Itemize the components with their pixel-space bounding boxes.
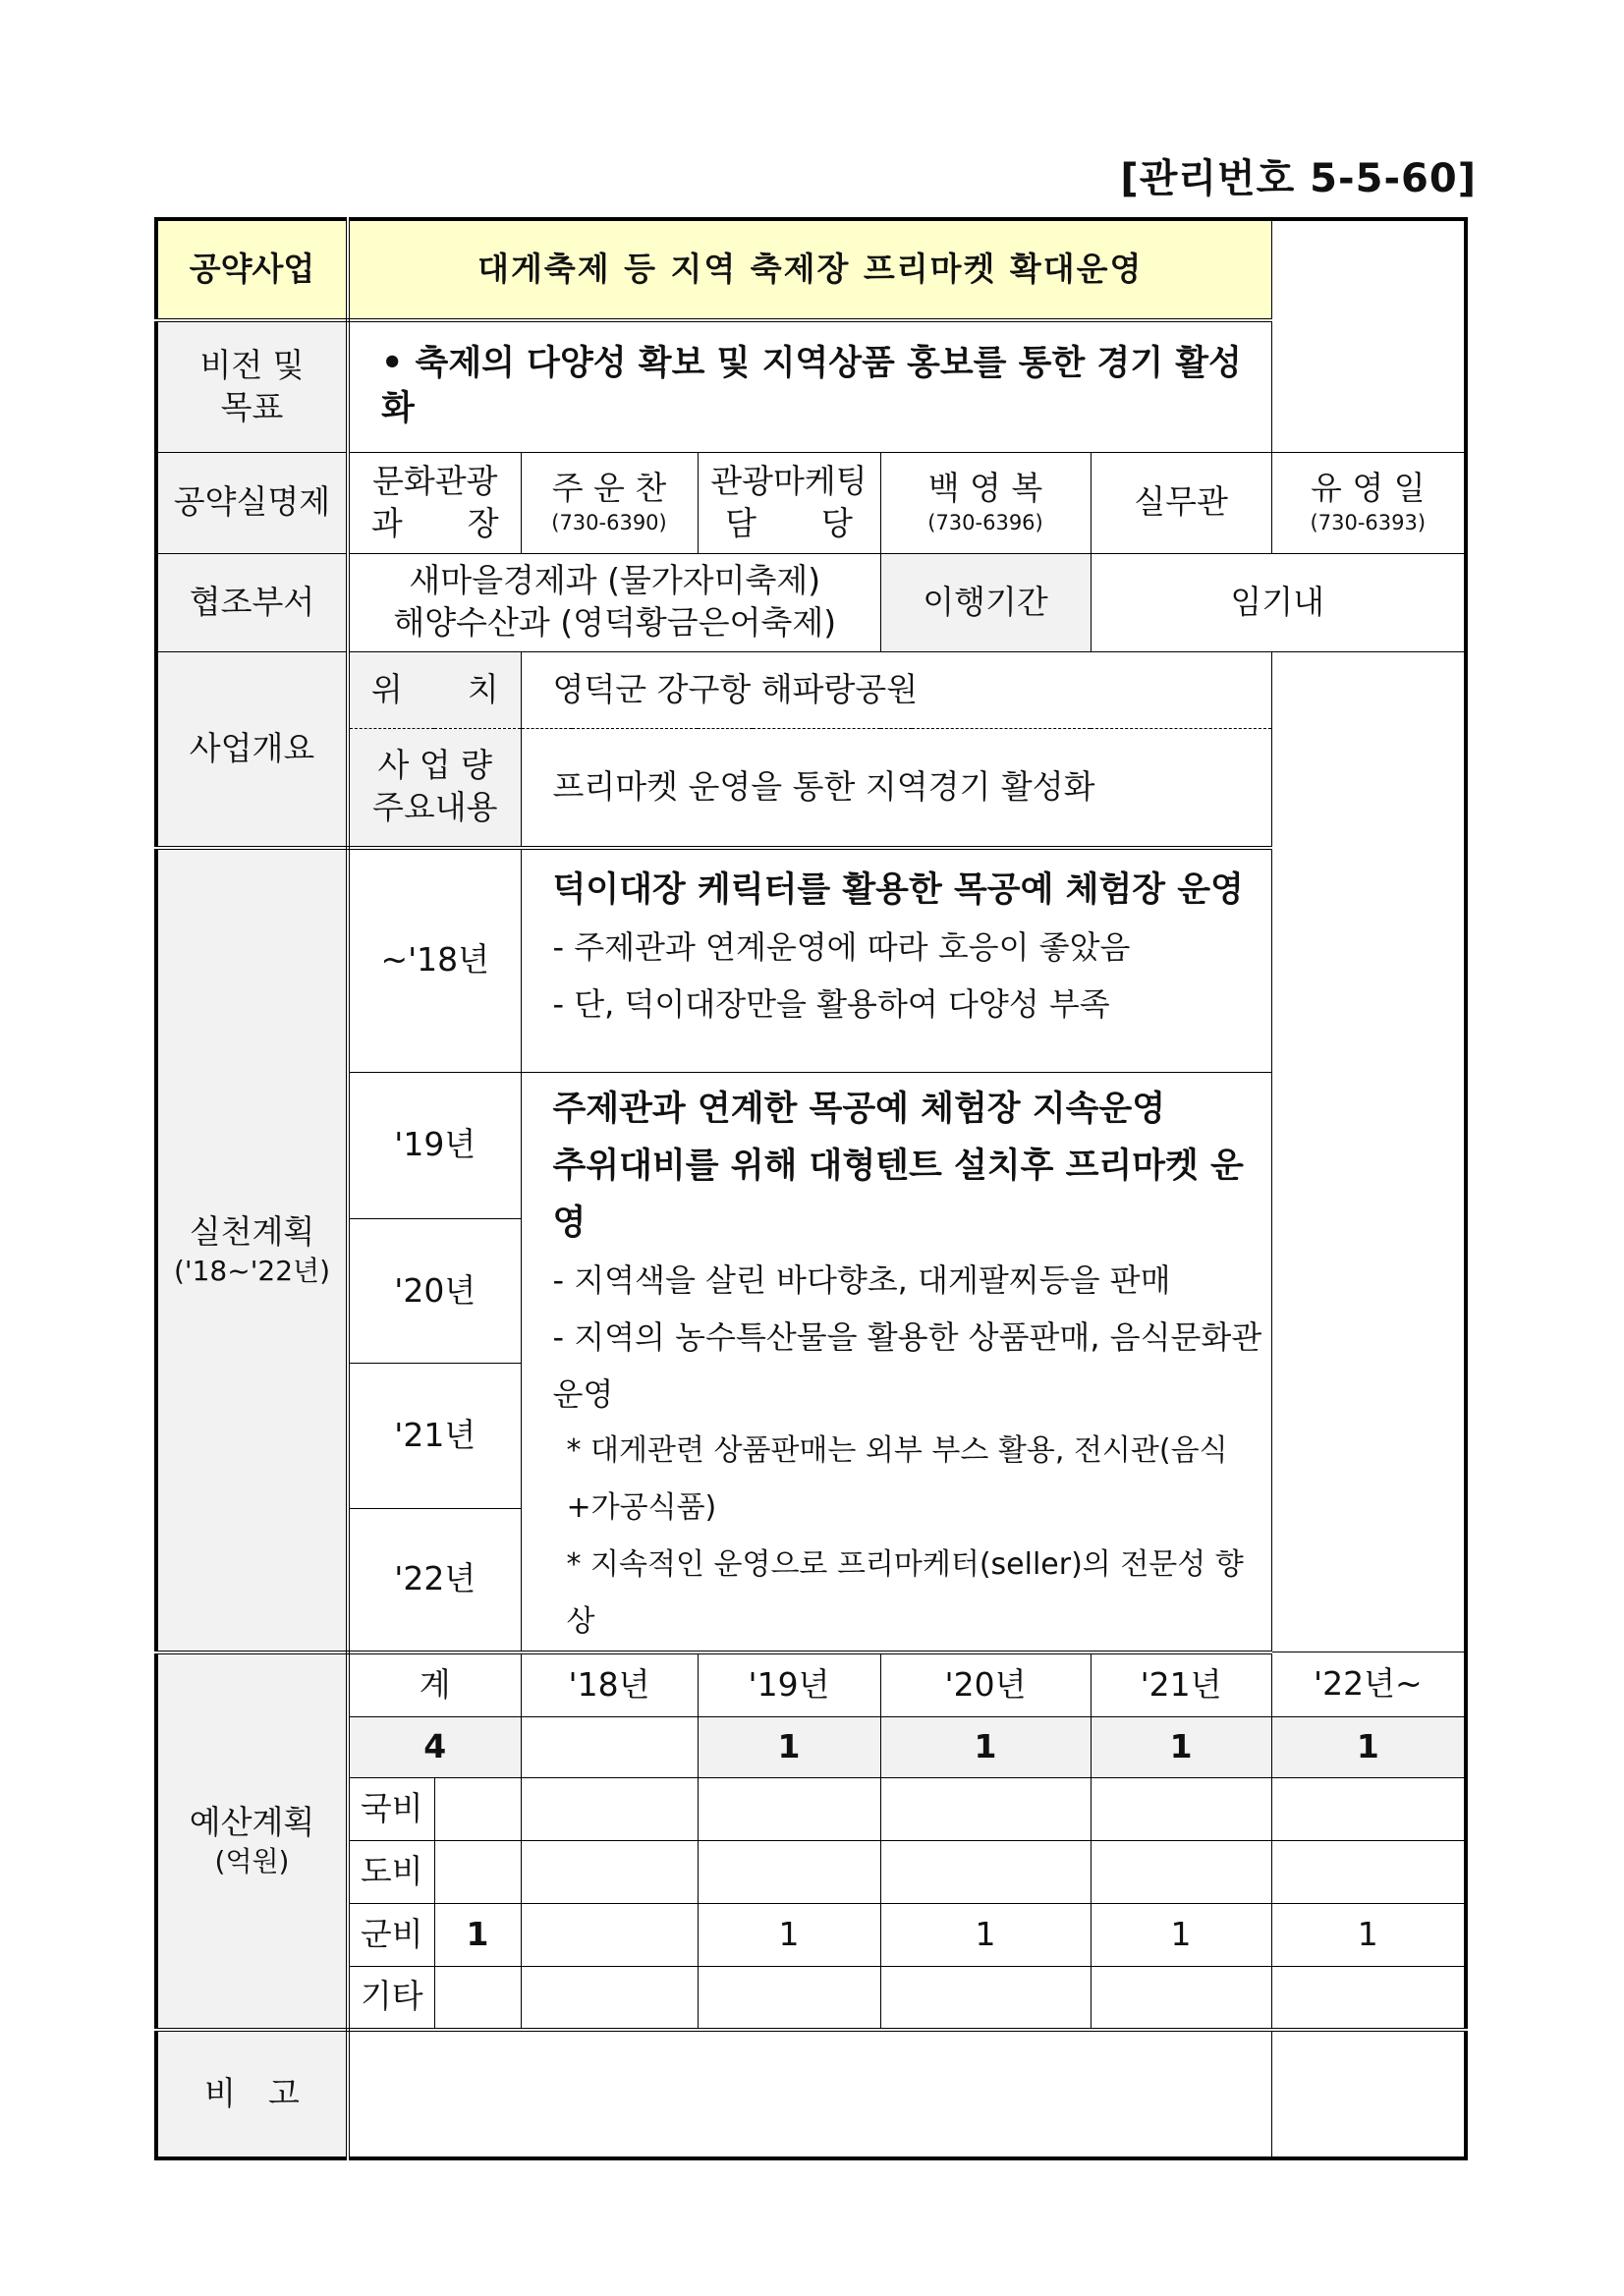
- budget-total-22: 1: [1271, 1717, 1466, 1778]
- budget-cell: 1: [434, 1904, 521, 1967]
- vision-text: • 축제의 다양성 확보 및 지역상품 홍보를 통한 경기 활성화: [348, 320, 1271, 452]
- budget-cell: [521, 1841, 698, 1904]
- budget-cell: [434, 1778, 521, 1841]
- year-18-item-1: - 주제관과 연계운영에 따라 호응이 좋았음: [552, 928, 1131, 966]
- responsible-label: 공약실명제: [156, 452, 348, 553]
- budget-row-name: 기타: [348, 1967, 434, 2030]
- budget-cell: [1091, 1778, 1271, 1841]
- budget-cell: 1: [698, 1904, 880, 1967]
- budget-total-21: 1: [1091, 1717, 1271, 1778]
- budget-cell: [698, 1841, 880, 1904]
- future-note-2: * 지속적인 운영으로 프리마케터(seller)의 전문성 향상: [566, 1546, 1244, 1639]
- future-item-1: - 지역색을 살린 바다향초, 대게팔찌등을 판매: [552, 1260, 1171, 1299]
- budget-header-19: '19년: [698, 1652, 880, 1717]
- future-note-1: * 대게관련 상품판매는 외부 부스 활용, 전시관(음식+가공식품): [566, 1432, 1228, 1525]
- remarks-label: 비 고: [156, 2030, 348, 2159]
- budget-cell: [698, 1967, 880, 2030]
- management-number: [관리번호 5-5-60]: [1120, 156, 1477, 201]
- budget-cell: [1271, 1778, 1466, 1841]
- budget-row-name: 도비: [348, 1841, 434, 1904]
- practice-label: 실천계획 ('18~'22년): [156, 848, 348, 1652]
- budget-cell: [521, 1904, 698, 1967]
- year-21-label: '21년: [348, 1364, 521, 1509]
- location-value: 영덕군 강구항 해파랑공원: [521, 651, 1271, 728]
- future-heading-1: 주제관과 연계한 목공예 체험장 지속운영: [552, 1089, 1166, 1129]
- manager-name: 백 영 복 (730-6396): [880, 452, 1091, 553]
- remarks-value: [348, 2030, 1271, 2159]
- head-name: 주 운 찬 (730-6390): [521, 452, 698, 553]
- content-value: 프리마켓 운영을 통한 지역경기 활성화: [521, 728, 1271, 848]
- year-18-label: ~'18년: [348, 848, 521, 1072]
- period-value: 임기내: [1091, 553, 1466, 651]
- period-label: 이행기간: [880, 553, 1091, 651]
- head-role: 문화관광 과 장: [348, 452, 521, 553]
- budget-cell: 1: [1091, 1904, 1271, 1967]
- future-plan: [521, 1072, 1271, 1652]
- budget-cell: [880, 1778, 1091, 1841]
- staff-name: 유 영 일 (730-6393): [1271, 452, 1466, 553]
- budget-cell: 1: [1271, 1904, 1466, 1967]
- pledge-table: [154, 217, 1468, 2160]
- location-label: 위 치: [348, 651, 521, 728]
- year-19-label: '19년: [348, 1072, 521, 1218]
- year-18-item-2: - 단, 덕이대장만을 활용하여 다양성 부족: [552, 985, 1110, 1023]
- pledge-label: 공약사업: [156, 219, 348, 320]
- year-20-label: '20년: [348, 1218, 521, 1364]
- budget-row-name: 국비: [348, 1778, 434, 1841]
- budget-cell: [880, 1967, 1091, 2030]
- staff-role: 실무관: [1091, 452, 1271, 553]
- budget-total-20: 1: [880, 1717, 1091, 1778]
- budget-cell: [698, 1778, 880, 1841]
- budget-cell: [880, 1841, 1091, 1904]
- cooperation-label: 협조부서: [156, 553, 348, 651]
- budget-total-19: 1: [698, 1717, 880, 1778]
- year-18-plan: [521, 848, 1271, 1072]
- budget-cell: [1091, 1967, 1271, 2030]
- budget-header-21: '21년: [1091, 1652, 1271, 1717]
- year-22-label: '22년: [348, 1508, 521, 1652]
- budget-header-22: '22년~: [1271, 1652, 1466, 1717]
- budget-cell: [434, 1841, 521, 1904]
- budget-label: 예산계획 (억원): [156, 1652, 348, 2030]
- budget-cell: [1091, 1841, 1271, 1904]
- future-item-2: - 지역의 농수특산물을 활용한 상품판매, 음식문화관 운영: [552, 1317, 1262, 1413]
- budget-header-18: '18년: [521, 1652, 698, 1717]
- budget-row-name: 군비: [348, 1904, 434, 1967]
- budget-header-total: 계: [348, 1652, 521, 1717]
- budget-cell: [521, 1778, 698, 1841]
- vision-label: 비전 및 목표: [156, 320, 348, 452]
- budget-cell: [1271, 1841, 1466, 1904]
- manager-role: 관광마케팅 담 당: [698, 452, 880, 553]
- budget-cell: 1: [880, 1904, 1091, 1967]
- content-label: 사 업 량 주요내용: [348, 728, 521, 848]
- pledge-title: 대게축제 등 지역 축제장 프리마켓 확대운영: [348, 219, 1271, 320]
- budget-header-20: '20년: [880, 1652, 1091, 1717]
- year-18-heading: 덕이대장 케릭터를 활용한 목공예 체험장 운영: [552, 870, 1244, 910]
- budget-total-18: [521, 1717, 698, 1778]
- future-heading-2: 추위대비를 위해 대형텐트 설치후 프리마켓 운영: [552, 1146, 1244, 1243]
- cooperation-depts: 새마을경제과 (물가자미축제) 해양수산과 (영덕황금은어축제): [348, 553, 880, 651]
- budget-cell: [434, 1967, 521, 2030]
- overview-label: 사업개요: [156, 651, 348, 848]
- budget-cell: [521, 1967, 698, 2030]
- budget-total-sum: 4: [348, 1717, 521, 1778]
- budget-cell: [1271, 1967, 1466, 2030]
